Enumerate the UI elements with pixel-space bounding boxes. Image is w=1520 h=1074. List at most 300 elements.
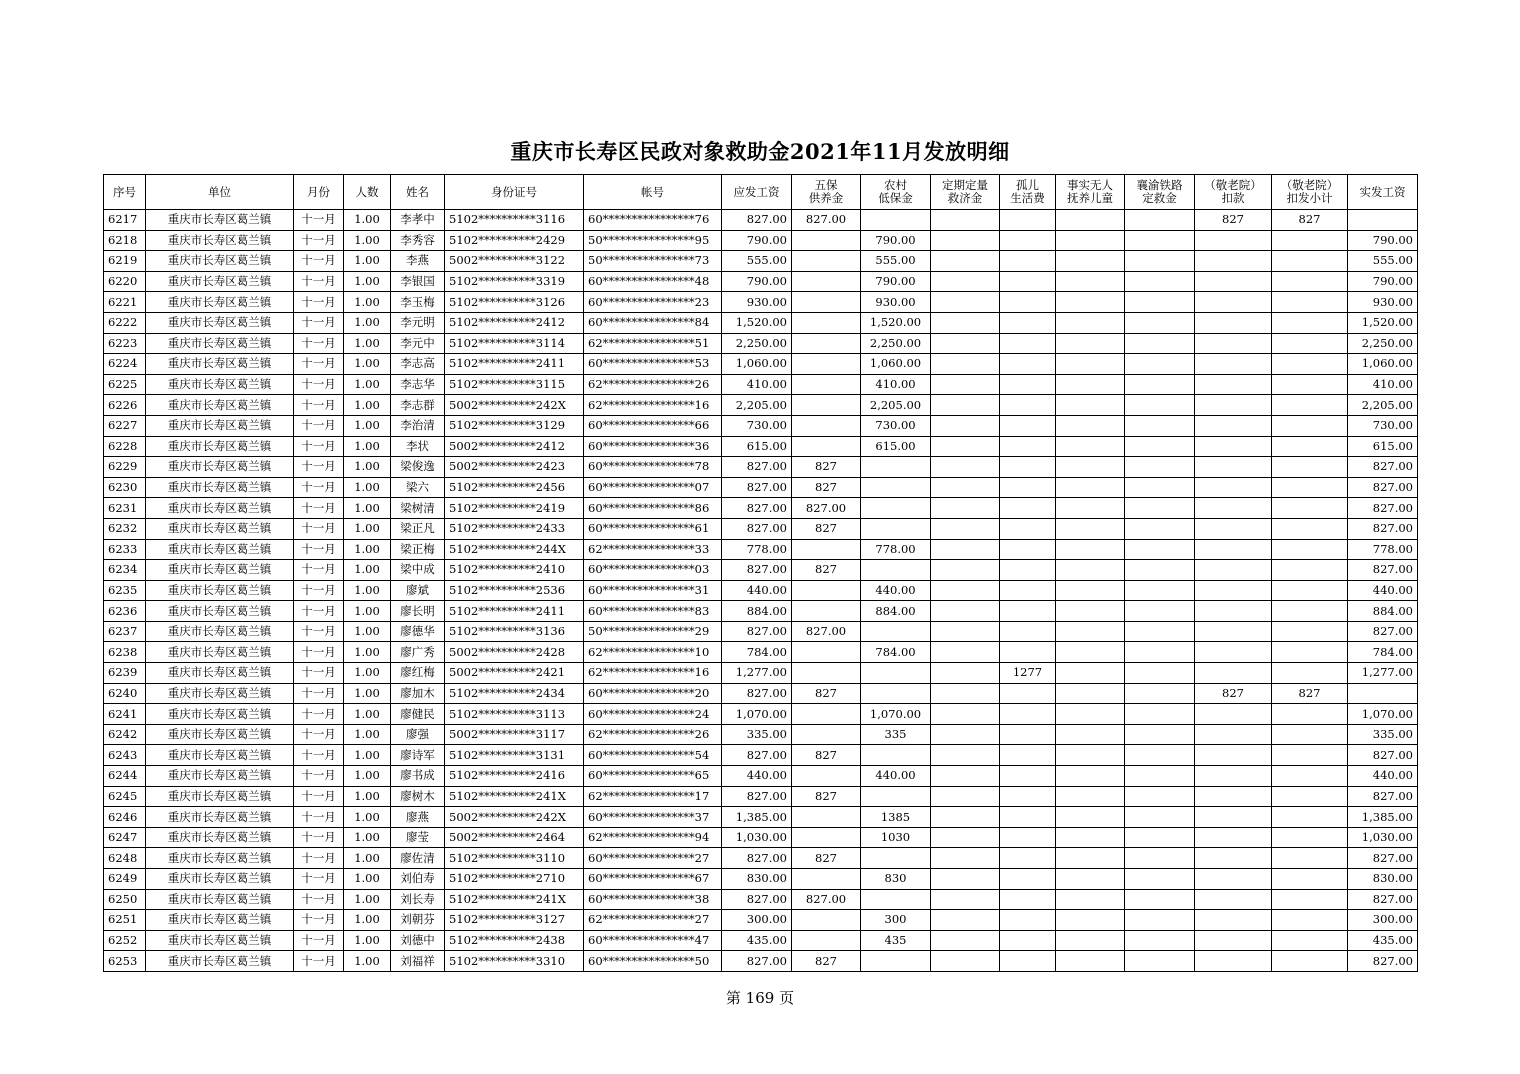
table-cell: 李治清	[391, 415, 445, 436]
table-cell: 十一月	[294, 580, 344, 601]
table-cell	[1125, 477, 1195, 498]
table-cell: 5102**********3110	[445, 848, 584, 869]
table-cell	[931, 415, 1000, 436]
table-cell	[1000, 807, 1056, 828]
table-cell: 827.00	[722, 889, 792, 910]
table-cell: 重庆市长寿区葛兰镇	[146, 683, 294, 704]
table-cell	[1056, 745, 1125, 766]
table-cell	[1195, 910, 1272, 931]
table-cell	[1125, 663, 1195, 684]
table-cell: 1.00	[344, 848, 391, 869]
table-row	[104, 395, 1418, 416]
table-cell	[792, 415, 861, 436]
table-cell	[1272, 312, 1348, 333]
table-cell	[792, 642, 861, 663]
table-cell: 60****************53	[584, 354, 722, 375]
table-cell: 5102**********2411	[445, 354, 584, 375]
table-cell	[1056, 848, 1125, 869]
table-cell	[1272, 827, 1348, 848]
table-cell: 廖加木	[391, 683, 445, 704]
table-cell: 784.00	[722, 642, 792, 663]
table-cell	[1272, 807, 1348, 828]
table-cell	[1195, 457, 1272, 478]
table-cell: 廖红梅	[391, 663, 445, 684]
table-cell: 2,250.00	[1348, 333, 1418, 354]
table-cell	[1056, 601, 1125, 622]
table-cell	[792, 251, 861, 272]
table-cell: 615.00	[722, 436, 792, 457]
table-cell: 5102**********2416	[445, 766, 584, 787]
table-cell: 60****************24	[584, 704, 722, 725]
table-cell: 827.00	[722, 621, 792, 642]
table-cell	[931, 271, 1000, 292]
table-cell: 刘福祥	[391, 951, 445, 972]
table-cell: 5102**********3116	[445, 210, 584, 231]
table-cell: 6239	[104, 663, 146, 684]
table-cell	[1056, 271, 1125, 292]
table-cell: 李孝中	[391, 210, 445, 231]
table-cell: 335	[861, 724, 931, 745]
table-cell: 刘长寿	[391, 889, 445, 910]
table-cell: 60****************36	[584, 436, 722, 457]
table-cell	[931, 230, 1000, 251]
table-row	[104, 251, 1418, 272]
table-cell: 790.00	[722, 230, 792, 251]
table-cell	[1348, 210, 1418, 231]
table-cell	[931, 889, 1000, 910]
table-cell	[1000, 704, 1056, 725]
table-cell	[931, 539, 1000, 560]
table-cell: 刘伯寿	[391, 869, 445, 890]
table-cell	[1000, 395, 1056, 416]
table-cell: 重庆市长寿区葛兰镇	[146, 786, 294, 807]
table-cell: 827.00	[722, 477, 792, 498]
table-row	[104, 333, 1418, 354]
table-cell: 930.00	[861, 292, 931, 313]
table-cell: 440.00	[1348, 766, 1418, 787]
table-cell: 1,030.00	[722, 827, 792, 848]
table-cell: 重庆市长寿区葛兰镇	[146, 395, 294, 416]
table-cell	[1272, 251, 1348, 272]
table-cell: 440.00	[1348, 580, 1418, 601]
table-cell	[1000, 292, 1056, 313]
table-cell: 827.00	[1348, 457, 1418, 478]
table-cell: 5002**********3117	[445, 724, 584, 745]
table-cell	[1195, 848, 1272, 869]
table-cell	[1000, 560, 1056, 581]
table-header-row	[104, 175, 1418, 210]
table-cell: 1.00	[344, 312, 391, 333]
table-cell	[1195, 621, 1272, 642]
table-cell: 6238	[104, 642, 146, 663]
table-cell: 5102**********3319	[445, 271, 584, 292]
table-cell: 5002**********2464	[445, 827, 584, 848]
table-cell: 重庆市长寿区葛兰镇	[146, 951, 294, 972]
table-cell: 60****************84	[584, 312, 722, 333]
table-cell: 十一月	[294, 642, 344, 663]
table-cell: 1.00	[344, 766, 391, 787]
table-cell: 5002**********2421	[445, 663, 584, 684]
table-row	[104, 539, 1418, 560]
table-cell: 1.00	[344, 807, 391, 828]
table-row	[104, 436, 1418, 457]
table-cell	[931, 354, 1000, 375]
table-cell: 2,205.00	[1348, 395, 1418, 416]
table-cell	[1056, 230, 1125, 251]
table-cell	[1125, 889, 1195, 910]
table-cell	[1125, 766, 1195, 787]
table-row	[104, 704, 1418, 725]
table-cell: 884.00	[861, 601, 931, 622]
table-cell: 830	[861, 869, 931, 890]
table-cell	[1000, 251, 1056, 272]
table-cell	[1000, 724, 1056, 745]
table-cell	[1125, 333, 1195, 354]
relief-fund-table	[103, 174, 1418, 972]
table-cell	[1195, 930, 1272, 951]
table-cell: 410.00	[1348, 374, 1418, 395]
table-cell	[931, 436, 1000, 457]
table-cell: 5102**********3136	[445, 621, 584, 642]
table-cell: 十一月	[294, 498, 344, 519]
table-cell	[1056, 374, 1125, 395]
table-cell	[1272, 292, 1348, 313]
table-cell: 5102**********2536	[445, 580, 584, 601]
table-cell	[1125, 786, 1195, 807]
table-cell	[792, 724, 861, 745]
table-cell	[861, 786, 931, 807]
table-cell	[1195, 766, 1272, 787]
table-cell: 1,060.00	[722, 354, 792, 375]
table-cell	[931, 477, 1000, 498]
table-cell: 6235	[104, 580, 146, 601]
column-header: 应发工资	[722, 175, 792, 210]
table-cell	[1125, 292, 1195, 313]
table-cell	[1056, 210, 1125, 231]
table-cell: 1.00	[344, 580, 391, 601]
table-cell	[792, 333, 861, 354]
table-cell: 5102**********3115	[445, 374, 584, 395]
table-cell: 6248	[104, 848, 146, 869]
table-row	[104, 745, 1418, 766]
table-cell: 廖莹	[391, 827, 445, 848]
table-cell	[1272, 230, 1348, 251]
table-cell: 5102**********3126	[445, 292, 584, 313]
table-cell	[1195, 498, 1272, 519]
table-cell	[931, 827, 1000, 848]
table-cell: 5102**********241X	[445, 889, 584, 910]
table-cell	[931, 745, 1000, 766]
table-cell: 827	[792, 786, 861, 807]
table-row	[104, 642, 1418, 663]
table-cell: 1277	[1000, 663, 1056, 684]
table-cell	[1056, 312, 1125, 333]
table-cell: 1.00	[344, 827, 391, 848]
table-cell: 440.00	[722, 766, 792, 787]
table-row	[104, 580, 1418, 601]
table-cell: 827.00	[792, 889, 861, 910]
table-cell	[1125, 498, 1195, 519]
table-cell: 2,205.00	[722, 395, 792, 416]
table-cell: 615.00	[1348, 436, 1418, 457]
table-cell	[861, 477, 931, 498]
table-cell: 6247	[104, 827, 146, 848]
table-cell	[1272, 539, 1348, 560]
table-cell	[1125, 951, 1195, 972]
table-cell: 827.00	[1348, 745, 1418, 766]
table-cell: 827	[792, 683, 861, 704]
table-cell	[931, 786, 1000, 807]
table-cell: 884.00	[1348, 601, 1418, 622]
table-cell: 十一月	[294, 951, 344, 972]
table-cell	[931, 807, 1000, 828]
table-row	[104, 601, 1418, 622]
table-cell: 62****************26	[584, 724, 722, 745]
table-row	[104, 683, 1418, 704]
table-cell: 555.00	[1348, 251, 1418, 272]
table-cell	[1272, 786, 1348, 807]
table-cell	[931, 621, 1000, 642]
table-cell: 5102**********3131	[445, 745, 584, 766]
table-cell	[1056, 395, 1125, 416]
table-cell: 62****************33	[584, 539, 722, 560]
table-cell: 60****************83	[584, 601, 722, 622]
table-cell: 十一月	[294, 807, 344, 828]
table-cell: 十一月	[294, 518, 344, 539]
table-cell: 十一月	[294, 292, 344, 313]
table-cell	[1195, 477, 1272, 498]
table-cell	[1000, 786, 1056, 807]
table-cell: 重庆市长寿区葛兰镇	[146, 601, 294, 622]
table-cell	[1195, 663, 1272, 684]
table-cell: 重庆市长寿区葛兰镇	[146, 457, 294, 478]
table-cell	[861, 457, 931, 478]
table-row	[104, 210, 1418, 231]
table-cell	[792, 354, 861, 375]
table-cell: 十一月	[294, 930, 344, 951]
column-header: 身份证号	[445, 175, 584, 210]
table-cell: 李元中	[391, 333, 445, 354]
table-cell: 1.00	[344, 210, 391, 231]
table-cell: 梁六	[391, 477, 445, 498]
table-cell	[1056, 951, 1125, 972]
table-cell	[1195, 230, 1272, 251]
table-cell: 5102**********2434	[445, 683, 584, 704]
table-cell: 827.00	[1348, 621, 1418, 642]
table-cell	[1125, 518, 1195, 539]
table-row	[104, 312, 1418, 333]
table-cell: 5002**********2412	[445, 436, 584, 457]
table-cell	[1195, 580, 1272, 601]
table-cell	[861, 560, 931, 581]
table-cell: 6237	[104, 621, 146, 642]
table-cell	[1000, 374, 1056, 395]
table-cell: 1.00	[344, 910, 391, 931]
table-cell: 730.00	[722, 415, 792, 436]
table-cell	[1000, 683, 1056, 704]
table-cell	[1056, 766, 1125, 787]
table-cell	[931, 704, 1000, 725]
table-row	[104, 724, 1418, 745]
table-cell	[1195, 951, 1272, 972]
table-cell: 827.00	[1348, 786, 1418, 807]
table-cell: 1.00	[344, 230, 391, 251]
table-cell: 1,385.00	[722, 807, 792, 828]
table-row	[104, 848, 1418, 869]
table-cell: 555.00	[722, 251, 792, 272]
table-cell	[931, 210, 1000, 231]
table-cell: 6219	[104, 251, 146, 272]
table-cell	[861, 951, 931, 972]
table-cell: 6228	[104, 436, 146, 457]
table-cell	[1125, 724, 1195, 745]
table-cell	[931, 374, 1000, 395]
table-cell: 827	[1272, 210, 1348, 231]
table-cell: 李燕	[391, 251, 445, 272]
table-cell: 60****************78	[584, 457, 722, 478]
table-cell: 6249	[104, 869, 146, 890]
table-cell: 6217	[104, 210, 146, 231]
table-cell: 827	[792, 745, 861, 766]
table-cell: 6241	[104, 704, 146, 725]
table-cell: 827.00	[722, 683, 792, 704]
table-cell	[1272, 436, 1348, 457]
table-cell	[931, 498, 1000, 519]
table-cell	[1000, 230, 1056, 251]
table-cell: 十一月	[294, 395, 344, 416]
table-row	[104, 354, 1418, 375]
table-cell: 827.00	[1348, 889, 1418, 910]
table-cell: 827.00	[1348, 498, 1418, 519]
table-cell	[1348, 683, 1418, 704]
table-cell	[1272, 745, 1348, 766]
table-cell: 李状	[391, 436, 445, 457]
table-cell: 李玉梅	[391, 292, 445, 313]
table-cell: 重庆市长寿区葛兰镇	[146, 642, 294, 663]
table-cell	[1056, 436, 1125, 457]
table-cell: 十一月	[294, 354, 344, 375]
table-cell: 60****************31	[584, 580, 722, 601]
table-cell: 60****************20	[584, 683, 722, 704]
table-row	[104, 869, 1418, 890]
table-cell: 1.00	[344, 869, 391, 890]
table-cell: 梁中成	[391, 560, 445, 581]
table-cell: 827	[792, 951, 861, 972]
table-cell	[861, 210, 931, 231]
table-cell: 1.00	[344, 457, 391, 478]
table-cell: 62****************26	[584, 374, 722, 395]
table-cell: 827	[792, 560, 861, 581]
table-cell: 784.00	[1348, 642, 1418, 663]
table-cell: 6242	[104, 724, 146, 745]
table-cell	[1272, 766, 1348, 787]
table-cell	[1195, 889, 1272, 910]
table-cell	[1000, 457, 1056, 478]
table-cell: 廖健民	[391, 704, 445, 725]
table-row	[104, 621, 1418, 642]
table-cell	[1125, 930, 1195, 951]
table-cell: 1.00	[344, 292, 391, 313]
table-cell: 730.00	[1348, 415, 1418, 436]
table-cell	[792, 580, 861, 601]
table-cell: 440.00	[722, 580, 792, 601]
table-cell: 6236	[104, 601, 146, 622]
table-cell: 6243	[104, 745, 146, 766]
table-cell: 十一月	[294, 230, 344, 251]
table-cell	[1272, 930, 1348, 951]
table-cell: 555.00	[861, 251, 931, 272]
table-cell	[1056, 827, 1125, 848]
table-cell: 930.00	[1348, 292, 1418, 313]
table-cell: 5102**********3127	[445, 910, 584, 931]
table-cell	[1056, 889, 1125, 910]
table-cell	[1056, 292, 1125, 313]
table-cell: 60****************67	[584, 869, 722, 890]
table-cell: 1.00	[344, 560, 391, 581]
table-cell: 1.00	[344, 745, 391, 766]
table-cell: 827	[792, 457, 861, 478]
table-cell	[1272, 457, 1348, 478]
table-cell: 十一月	[294, 766, 344, 787]
table-cell: 615.00	[861, 436, 931, 457]
table-cell	[861, 498, 931, 519]
table-cell: 廖斌	[391, 580, 445, 601]
column-header: 五保 供养金	[792, 175, 861, 210]
table-cell: 1,060.00	[861, 354, 931, 375]
table-cell: 440.00	[861, 766, 931, 787]
table-cell: 1,030.00	[1348, 827, 1418, 848]
table-cell	[1000, 210, 1056, 231]
table-cell: 重庆市长寿区葛兰镇	[146, 498, 294, 519]
table-cell: 6220	[104, 271, 146, 292]
table-cell: 827	[1272, 683, 1348, 704]
table-cell: 5002**********242X	[445, 395, 584, 416]
table-cell: 重庆市长寿区葛兰镇	[146, 930, 294, 951]
table-cell	[1272, 271, 1348, 292]
table-cell	[931, 766, 1000, 787]
table-cell	[1195, 374, 1272, 395]
table-cell	[1125, 251, 1195, 272]
table-cell: 1.00	[344, 704, 391, 725]
table-cell: 5102**********3114	[445, 333, 584, 354]
table-cell	[931, 312, 1000, 333]
table-cell	[1195, 786, 1272, 807]
table-cell	[1272, 374, 1348, 395]
table-cell	[931, 930, 1000, 951]
table-cell: 5102**********3310	[445, 951, 584, 972]
table-cell: 827.00	[722, 498, 792, 519]
table-cell	[1125, 848, 1195, 869]
table-cell	[931, 848, 1000, 869]
table-cell	[1272, 621, 1348, 642]
table-cell: 884.00	[722, 601, 792, 622]
table-cell: 6251	[104, 910, 146, 931]
table-cell: 62****************10	[584, 642, 722, 663]
table-cell: 廖树木	[391, 786, 445, 807]
table-cell	[792, 601, 861, 622]
table-cell	[1000, 930, 1056, 951]
table-cell	[861, 663, 931, 684]
table-cell	[1195, 560, 1272, 581]
table-cell: 60****************03	[584, 560, 722, 581]
table-cell: 790.00	[1348, 230, 1418, 251]
table-cell	[1056, 415, 1125, 436]
table-cell: 6230	[104, 477, 146, 498]
table-cell	[1056, 704, 1125, 725]
table-cell: 1.00	[344, 415, 391, 436]
table-cell	[1056, 663, 1125, 684]
page-number: 第 169 页	[725, 989, 795, 1007]
